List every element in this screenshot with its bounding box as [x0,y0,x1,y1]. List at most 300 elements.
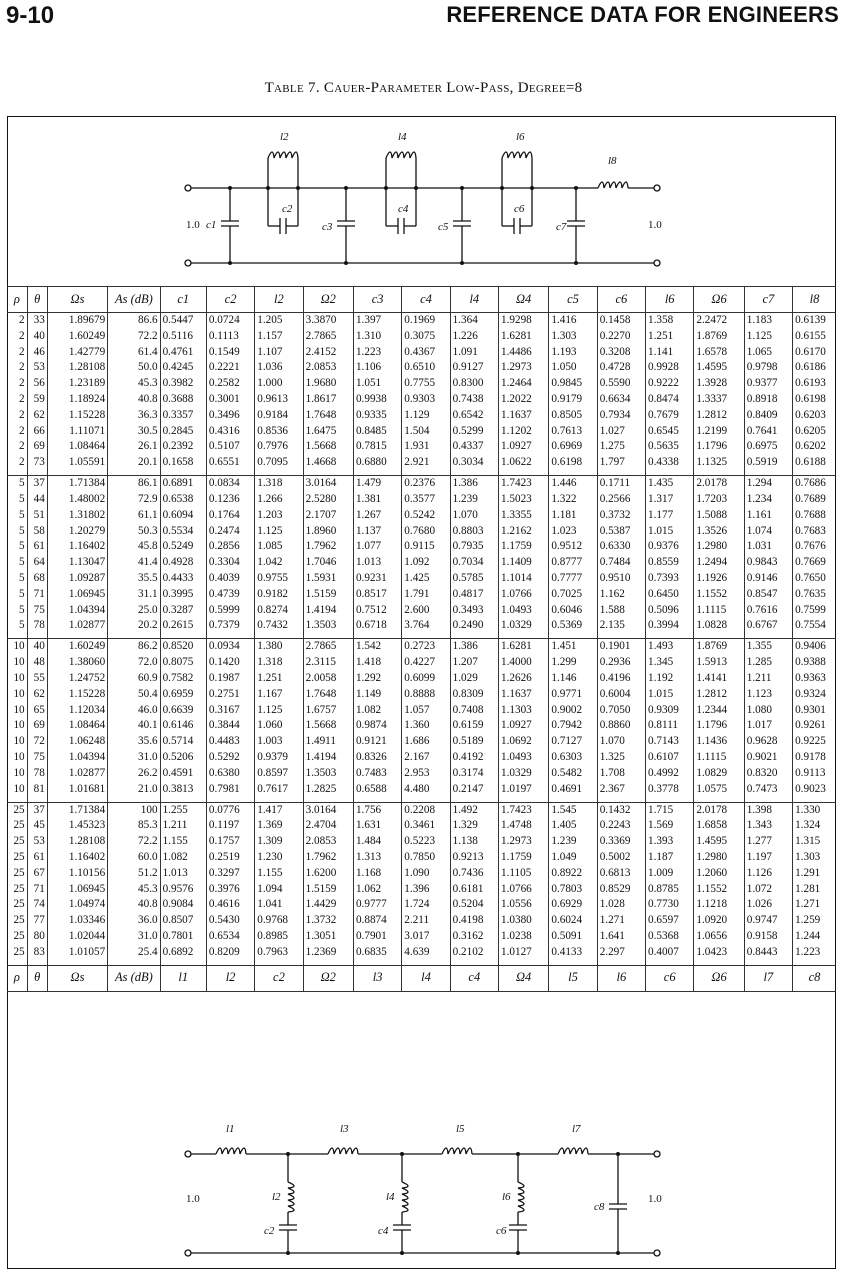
table-cell: 0.7599 [793,603,836,619]
table-cell: 0.9379 [255,750,303,766]
table-cell: 1.16402 [47,539,107,555]
table-cell: 0.0934 [206,639,254,655]
table-cell: 1.062 [353,882,401,898]
table-cell: 0.7483 [353,766,401,782]
table-cell: 69 [27,439,47,455]
table-cell: 0.9121 [353,734,401,750]
table-cell: 1.492 [450,802,498,818]
table-cell: 1.065 [744,345,792,361]
table-cell: 3.0164 [303,802,353,818]
table-cell: 72 [27,734,47,750]
table-cell: 0.7473 [744,782,792,803]
column-header: c4 [402,287,450,313]
top-label-c1: c1 [206,219,217,231]
table-cell: 1.318 [255,655,303,671]
table-cell: 0.9843 [744,555,792,571]
table-cell: 0.0776 [206,802,254,818]
table-row [7,555,836,571]
table-cell: 25 [13,929,25,942]
top-label-c7: c7 [556,221,567,233]
table-cell: 0.2490 [450,618,498,639]
table-cell: 0.4928 [160,555,206,571]
table-cell: 0.9363 [793,671,836,687]
table-cell: 1.197 [744,850,792,866]
table-cell: 1.10156 [47,866,107,882]
table-cell: 36.0 [108,913,160,929]
table-cell: 0.9303 [402,392,450,408]
table-cell: 1.0493 [498,750,548,766]
table-cell: 1.7962 [303,850,353,866]
table-cell: 1.5668 [303,439,353,455]
table-cell: 2 [19,345,25,358]
table-cell: 1.7962 [303,539,353,555]
table-cell: 3.764 [402,618,450,639]
column-header: c6 [646,965,694,991]
table-cell: 1.791 [402,587,450,603]
table-cell: 0.6193 [793,376,836,392]
table-row [7,818,836,834]
column-header: l8 [793,287,836,313]
table-cell: 2.297 [597,945,645,966]
table-cell: 1.0927 [498,718,548,734]
table-cell: 0.7686 [793,476,836,492]
table-cell: 1.0829 [694,766,744,782]
table-cell: 1.271 [597,913,645,929]
table-cell: 0.7512 [353,603,401,619]
bottom-label-l2: l2 [272,1191,281,1203]
table-cell: 0.7976 [255,439,303,455]
column-header: l6 [597,965,645,991]
table-cell: 1.1637 [498,687,548,703]
table-cell: 1.0556 [498,897,548,913]
table-header-bottom [7,965,836,991]
table-cell: 5 [7,476,27,492]
table-cell: 2 [19,361,25,374]
table-cell: 61 [27,850,47,866]
table-cell: 0.8888 [402,687,450,703]
table-cell: 10 [13,703,25,716]
table-cell: 0.1549 [206,345,254,361]
table-cell: 1.023 [549,524,597,540]
table-cell: 2 [19,314,25,326]
table-cell: 1.4595 [694,360,744,376]
column-header: c7 [744,287,792,313]
table-cell: 0.9213 [450,850,498,866]
table-cell: 0.6929 [549,897,597,913]
table-cell: 0.9261 [793,718,836,734]
table-cell: 1.0927 [498,439,548,455]
table-cell: 0.5590 [597,376,645,392]
table-cell: 0.9021 [744,750,792,766]
table-cell: 1.106 [353,360,401,376]
top-source-resistance: 1.0 [186,219,200,231]
table-cell: 0.3369 [597,834,645,850]
table-cell: 1.303 [793,850,836,866]
table-cell: 0.1764 [206,508,254,524]
table-cell: 60.9 [108,671,160,687]
table-cell: 0.1420 [206,655,254,671]
table-cell: 1.02044 [47,929,107,945]
table-cell: 10 [13,735,25,748]
column-header: Ωs [47,965,107,991]
table-cell: 1.107 [255,345,303,361]
table-cell: 1.155 [255,866,303,882]
table-cell: 1.080 [744,703,792,719]
table-cell: 1.8960 [303,524,353,540]
table-cell: 1.049 [549,850,597,866]
table-cell: 1.6281 [498,329,548,345]
table-cell: 0.7432 [255,618,303,639]
table-cell: 1.9680 [303,376,353,392]
table-cell: 2 [19,456,25,469]
table-cell: 20.2 [108,618,160,639]
table-cell: 1.542 [353,639,401,655]
table-cell: 1.090 [402,866,450,882]
table-cell: 1.146 [549,671,597,687]
table-cell: 0.8547 [744,587,792,603]
table-cell: 86.2 [108,639,160,655]
column-header: l4 [402,965,450,991]
table-cell: 2.4704 [303,818,353,834]
table-cell: 0.6835 [353,945,401,966]
table-cell: 1.0766 [498,882,548,898]
table-cell: 0.7755 [402,376,450,392]
table-cell: 0.2582 [206,376,254,392]
table-cell: 0.7815 [353,439,401,455]
table-cell: 1.1552 [694,882,744,898]
table-row [7,524,836,540]
table-cell: 1.08464 [47,439,107,455]
table-cell: 50.0 [108,360,160,376]
table-cell: 2.0853 [303,360,353,376]
table-cell: 1.756 [353,802,401,818]
table-cell: 1.275 [597,439,645,455]
table-cell: 1.1202 [498,424,548,440]
table-cell: 1.2980 [694,850,744,866]
table-cell: 0.4133 [549,945,597,966]
table-cell: 1.294 [744,476,792,492]
table-row [7,639,836,655]
table-row [7,476,836,492]
table-cell: 1.24752 [47,671,107,687]
table-cell: 5 [19,603,25,616]
top-label-c5: c5 [438,221,449,233]
table-cell: 1.074 [744,524,792,540]
table-cell: 0.4728 [597,360,645,376]
table-cell: 1.484 [353,834,401,850]
table-cell: 1.207 [450,655,498,671]
table-cell: 1.1759 [498,850,548,866]
table-cell: 0.2376 [402,476,450,492]
table-cell: 0.4039 [206,571,254,587]
table-cell: 1.1409 [498,555,548,571]
table-cell: 1.4194 [303,603,353,619]
table-cell: 1.545 [549,802,597,818]
bottom-label-l4: l4 [386,1191,395,1203]
table-cell: 1.168 [353,866,401,882]
table-cell: 0.8209 [206,945,254,966]
table-cell: 1.7648 [303,687,353,703]
bottom-label-l1: l1 [226,1123,235,1135]
top-label-c3: c3 [322,221,333,233]
table-cell: 1.7046 [303,555,353,571]
table-cell: 0.8536 [255,424,303,440]
table-cell: 1.239 [549,834,597,850]
table-cell: 0.5299 [450,424,498,440]
table-cell: 1.234 [744,492,792,508]
table-cell: 1.355 [744,639,792,655]
bottom-label-c2: c2 [264,1225,275,1237]
table-cell: 0.7963 [255,945,303,966]
table-cell: 0.5204 [450,897,498,913]
table-cell: 1.318 [255,476,303,492]
table-cell: 1.317 [646,492,694,508]
column-header: Ω2 [303,965,353,991]
table-row [7,329,836,345]
table-cell: 0.5534 [160,524,206,540]
table-cell: 36.3 [108,408,160,424]
table-cell: 1.077 [353,539,401,555]
table-cell: 0.6538 [160,492,206,508]
table-cell: 0.5096 [646,603,694,619]
table-row [7,850,836,866]
column-header: Ω4 [498,287,548,313]
table-cell: 0.9512 [549,539,597,555]
table-cell: 1.303 [549,329,597,345]
top-label-c2: c2 [282,203,293,215]
table-caption: Table 7. Cauer-Parameter Low-Pass, Degree=8 [264,80,583,96]
table-cell: 25 [13,898,25,911]
table-cell: 1.02877 [47,618,107,639]
table-cell: 1.369 [255,818,303,834]
table-cell: 1.04974 [47,897,107,913]
table-cell: 0.7095 [255,455,303,476]
table-cell: 0.6959 [160,687,206,703]
table-cell: 74 [27,897,47,913]
table-cell: 0.6551 [206,455,254,476]
table-cell: 0.5999 [206,603,254,619]
table-cell: 1.162 [597,587,645,603]
table-cell: 0.7613 [549,424,597,440]
column-header: c2 [255,965,303,991]
table-cell: 31.0 [108,929,160,945]
table-cell: 0.7143 [646,734,694,750]
table-cell: 3.3870 [303,313,353,329]
table-cell: 0.2566 [597,492,645,508]
table-cell: 1.1105 [498,866,548,882]
column-header: c4 [450,965,498,991]
table-cell: 1.015 [646,524,694,540]
table-cell: 2.2472 [694,313,744,329]
table-cell: 1.358 [646,313,694,329]
table-cell: 1.072 [744,882,792,898]
table-cell: 1.7203 [694,492,744,508]
table-cell: 0.4007 [646,945,694,966]
table-cell: 73 [27,455,47,476]
table-cell: 1.4668 [303,455,353,476]
table-cell: 68 [27,571,47,587]
table-cell: 0.5292 [206,750,254,766]
table-cell: 1.417 [255,802,303,818]
table-cell: 75 [27,750,47,766]
table-cell: 1.1796 [694,718,744,734]
table-cell: 5 [19,619,25,632]
table-row [7,750,836,766]
table-cell: 1.070 [597,734,645,750]
table-cell: 0.9184 [255,408,303,424]
table-cell: 1.0692 [498,734,548,750]
table-cell: 0.0724 [206,313,254,329]
column-header: c1 [160,287,206,313]
table-row [7,897,836,913]
table-cell: 10 [13,656,25,669]
table-cell: 2.5280 [303,492,353,508]
table-cell: 0.4761 [160,345,206,361]
table-cell: 3.017 [402,929,450,945]
table-cell: 50.3 [108,524,160,540]
table-cell: 0.6139 [793,313,836,329]
table-cell: 1.588 [597,603,645,619]
column-header: Ω6 [694,965,744,991]
table-cell: 2.0853 [303,834,353,850]
table-cell: 1.259 [793,913,836,929]
table-cell: 1.1303 [498,703,548,719]
table-cell: 0.2270 [597,329,645,345]
table-cell: 0.2845 [160,424,206,440]
table-cell: 1.4429 [303,897,353,913]
table-cell: 2.7865 [303,639,353,655]
table-cell: 0.8485 [353,424,401,440]
table-cell: 1.5088 [694,508,744,524]
table-cell: 1.8769 [694,639,744,655]
table-cell: 0.7617 [255,782,303,803]
table-row [7,866,836,882]
table-cell: 72.2 [108,329,160,345]
table-cell: 81 [27,782,47,803]
table-cell: 0.9874 [353,718,401,734]
table-cell: 1.313 [353,850,401,866]
table-cell: 0.7438 [450,392,498,408]
table-cell: 1.0656 [694,929,744,945]
table-cell: 0.2208 [402,802,450,818]
table-cell: 0.8443 [744,945,792,966]
table-cell: 0.1987 [206,671,254,687]
table-cell: 0.7408 [450,703,498,719]
table-cell: 1.082 [353,703,401,719]
table-cell: 0.7934 [597,408,645,424]
table-cell: 0.9510 [597,571,645,587]
table-cell: 1.1926 [694,571,744,587]
table-cell: 1.137 [353,524,401,540]
table-cell: 40 [27,639,47,655]
table-cell: 0.7025 [549,587,597,603]
table-cell: 0.3995 [160,587,206,603]
table-cell: 1.036 [255,360,303,376]
table-cell: 40 [27,329,47,345]
table-cell: 0.6146 [160,718,206,734]
table-cell: 1.125 [255,703,303,719]
bottom-label-l6: l6 [502,1191,511,1203]
table-cell: 1.0423 [694,945,744,966]
table-cell: 1.1218 [694,897,744,913]
table-cell: 1.1796 [694,439,744,455]
table-group-rho-25 [7,802,836,965]
table-cell: 37 [27,476,47,492]
table-row [7,703,836,719]
table-row [7,345,836,361]
table-cell: 0.7669 [793,555,836,571]
table-cell: 1.1552 [694,587,744,603]
table-cell: 1.4194 [303,750,353,766]
table-cell: 1.2162 [498,524,548,540]
table-cell: 0.9309 [646,703,694,719]
table-cell: 0.7689 [793,492,836,508]
table-cell: 0.6892 [160,945,206,966]
table-cell: 1.0766 [498,587,548,603]
table-cell: 65 [27,703,47,719]
table-cell: 1.1325 [694,455,744,476]
table-cell: 1.3337 [694,392,744,408]
column-header: c6 [597,287,645,313]
table-cell: 1.324 [793,818,836,834]
table-cell: 0.6170 [793,345,836,361]
table-cell: 2 [19,377,25,390]
table-cell: 1.4911 [303,734,353,750]
table-row [7,687,836,703]
table-cell: 0.6107 [646,750,694,766]
table-cell: 0.8922 [549,866,597,882]
table-cell: 10 [13,750,25,763]
table-cell: 2.0178 [694,476,744,492]
table-cell: 25 [13,850,25,863]
table-cell: 1.157 [255,329,303,345]
table-cell: 1.5023 [498,492,548,508]
table-cell: 1.7423 [498,476,548,492]
table-cell: 10 [13,671,25,684]
table-cell: 78 [27,766,47,782]
table-cell: 1.125 [255,524,303,540]
table-cell: 0.3034 [450,455,498,476]
table-cell: 1.141 [646,345,694,361]
table-cell: 1.15228 [47,687,107,703]
table-cell: 1.60249 [47,329,107,345]
table-cell: 0.2474 [206,524,254,540]
table-cell: 1.493 [646,639,694,655]
table-cell: 1.325 [597,750,645,766]
table-cell: 0.4483 [206,734,254,750]
table-cell: 66 [27,424,47,440]
table-cell: 1.266 [255,492,303,508]
table-cell: 0.6891 [160,476,206,492]
table-cell: 1.03346 [47,913,107,929]
table-cell: 1.123 [744,687,792,703]
table-cell: 1.0329 [498,766,548,782]
table-cell: 71 [27,587,47,603]
table-cell: 1.155 [160,834,206,850]
table-cell: 31.0 [108,750,160,766]
table-cell: 1.345 [646,655,694,671]
table-cell: 0.2615 [160,618,206,639]
table-cell: 1.343 [744,818,792,834]
table-cell: 0.9002 [549,703,597,719]
table-cell: 1.8769 [694,329,744,345]
table-cell: 0.5447 [160,313,206,329]
table-cell: 75 [27,603,47,619]
table-cell: 1.6281 [498,639,548,655]
table-cell: 0.3174 [450,766,498,782]
top-label-c6: c6 [514,203,525,215]
table-cell: 1.017 [744,718,792,734]
